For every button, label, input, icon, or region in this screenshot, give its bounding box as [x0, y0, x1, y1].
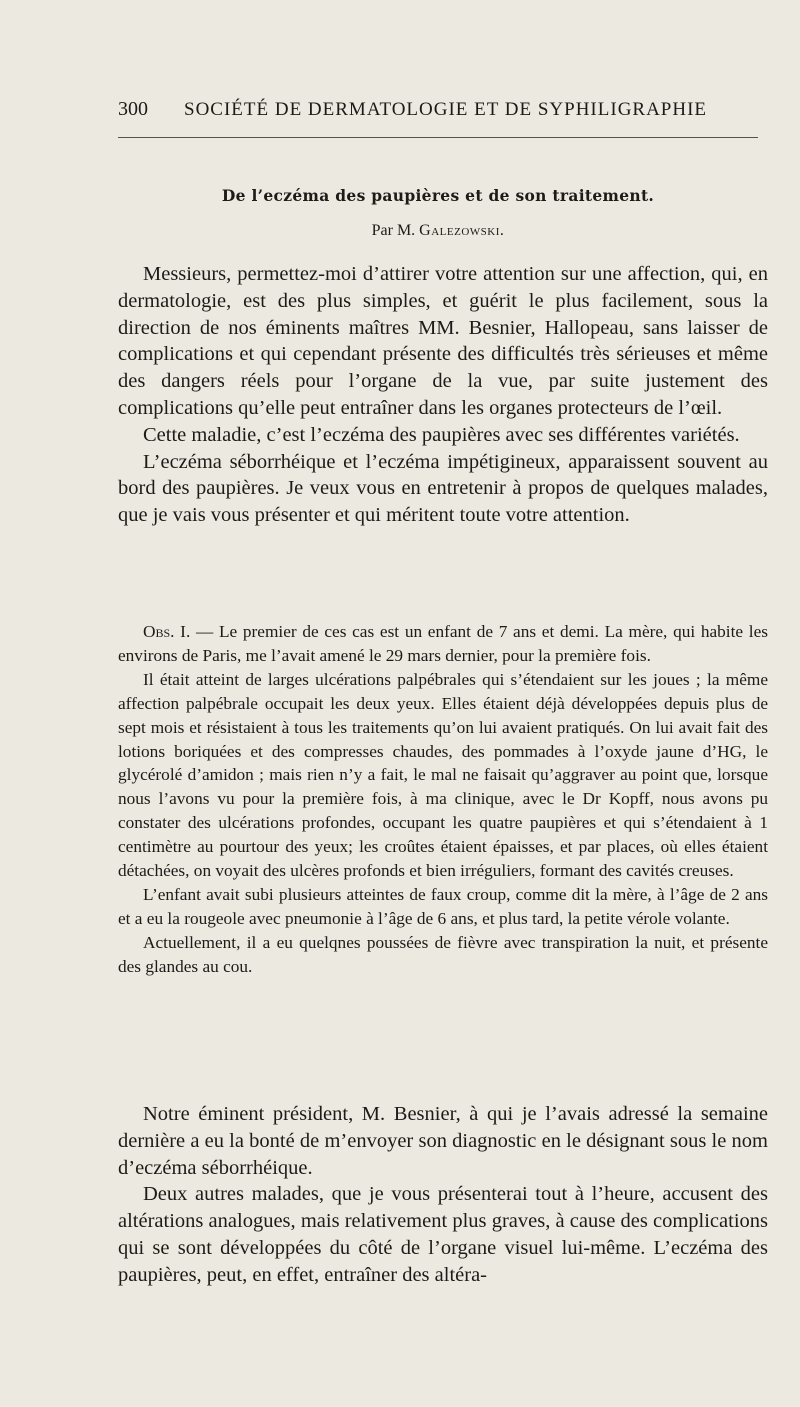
header-rule — [118, 137, 758, 138]
paragraph: Messieurs, permettez-moi d’attirer votre attention sur une affection, qui, en dermatologie, est des plus simples, et guérit le plus facilement, sous la direction de nos éminents maîtres MM. Besnier, Hallopeau, sans laisser de complications et qui cependant présente des difficultés très sérieuses et même des dangers réels pour l’organe de la vue, par suite justement des complications qu’elle peut entraîner dans les organes protecteurs de l’œil. — [118, 263, 768, 419]
closing-section — [118, 1101, 768, 1289]
running-header — [118, 98, 758, 121]
paragraph: Actuellement, il a eu quelqnes poussées de fièvre avec transpiration la nuit, et présente des glandes au cou. — [118, 932, 768, 976]
observation-section — [118, 620, 768, 979]
observation-first-text: — Le premier de ces cas est un enfant de 7 ans et demi. La mère, qui habite les environs de Paris, me l’avait amené le 29 mars dernier, pour la première fois. — [118, 622, 768, 665]
paragraph: L’eczéma séborrhéique et l’eczéma impétigineux, apparaissent souvent au bord des paupières. Je veux vous en entretenir à propos de quelques malades, que je vais vous présenter et qui méritent toute votre attention. — [118, 450, 768, 527]
paragraph: Notre éminent président, M. Besnier, à qui je l’avais adressé la semaine dernière a eu la bonté de m’envoyer son diagnostic en le désignant sous le nom d’eczéma séborrhéique. — [118, 1103, 768, 1179]
author-name: Galezowski. — [419, 222, 505, 239]
page-number: 300 — [118, 98, 148, 120]
observation-first-paragraph — [118, 620, 768, 668]
author-prefix: Par M. — [371, 222, 416, 239]
paragraph: Deux autres malades, que je vous présenterai tout à l’heure, accusent des altérations analogues, mais relativement plus graves, à cause des complications qui se sont développées du côté de l’organe visuel lui-même. L’eczéma des paupières, peut, en effet, entraîner des altéra- — [118, 1183, 768, 1286]
paragraph: L’enfant avait subi plusieurs atteintes de faux croup, comme dit la mère, à l’âge de 2 ans et a eu la rougeole avec pneumonie à l’âge de 6 ans, et plus tard, la petite vérole volante. — [118, 884, 768, 928]
running-title: SOCIÉTÉ DE DERMATOLOGIE ET DE SYPHILIGRAPHIE — [184, 99, 708, 120]
article-title: De l’eczéma des paupières et de son traitement. — [221, 186, 655, 205]
article-author — [118, 222, 758, 240]
intro-section — [118, 261, 768, 529]
observation-label: Obs. I. — [143, 622, 191, 641]
paragraph: Cette maladie, c’est l’eczéma des paupières avec ses différentes variétés. — [143, 423, 740, 446]
paragraph: Il était atteint de larges ulcérations palpébrales qui s’étendaient sur les joues ; la même affection palpébrale occupait les deux yeux. Elles étaient déjà développées depuis plus de sept mois et résistaient à tous les traitements qu’on lui avaient pratiqués. On lui avait fait des lotions boriquées et des compresses chaudes, des pommades à l’oxyde jaune d’HG, le glycérolé d’amidon ; mais rien n’y a fait, le mal ne faisait qu’aggraver au point que, lorsque nous l’avons vu pour la première fois, à ma clinique, avec le Dr Kopff, nous avons pu constater des ulcérations profondes, occupant les quatre paupières et qui s’étendaient à 1 centimètre au pourtour des yeux; les croûtes étaient épaisses, et par places, où elles étaient détachées, on voyait des ulcères profonds et bien irréguliers, formant des cavités creuses. — [118, 669, 768, 881]
